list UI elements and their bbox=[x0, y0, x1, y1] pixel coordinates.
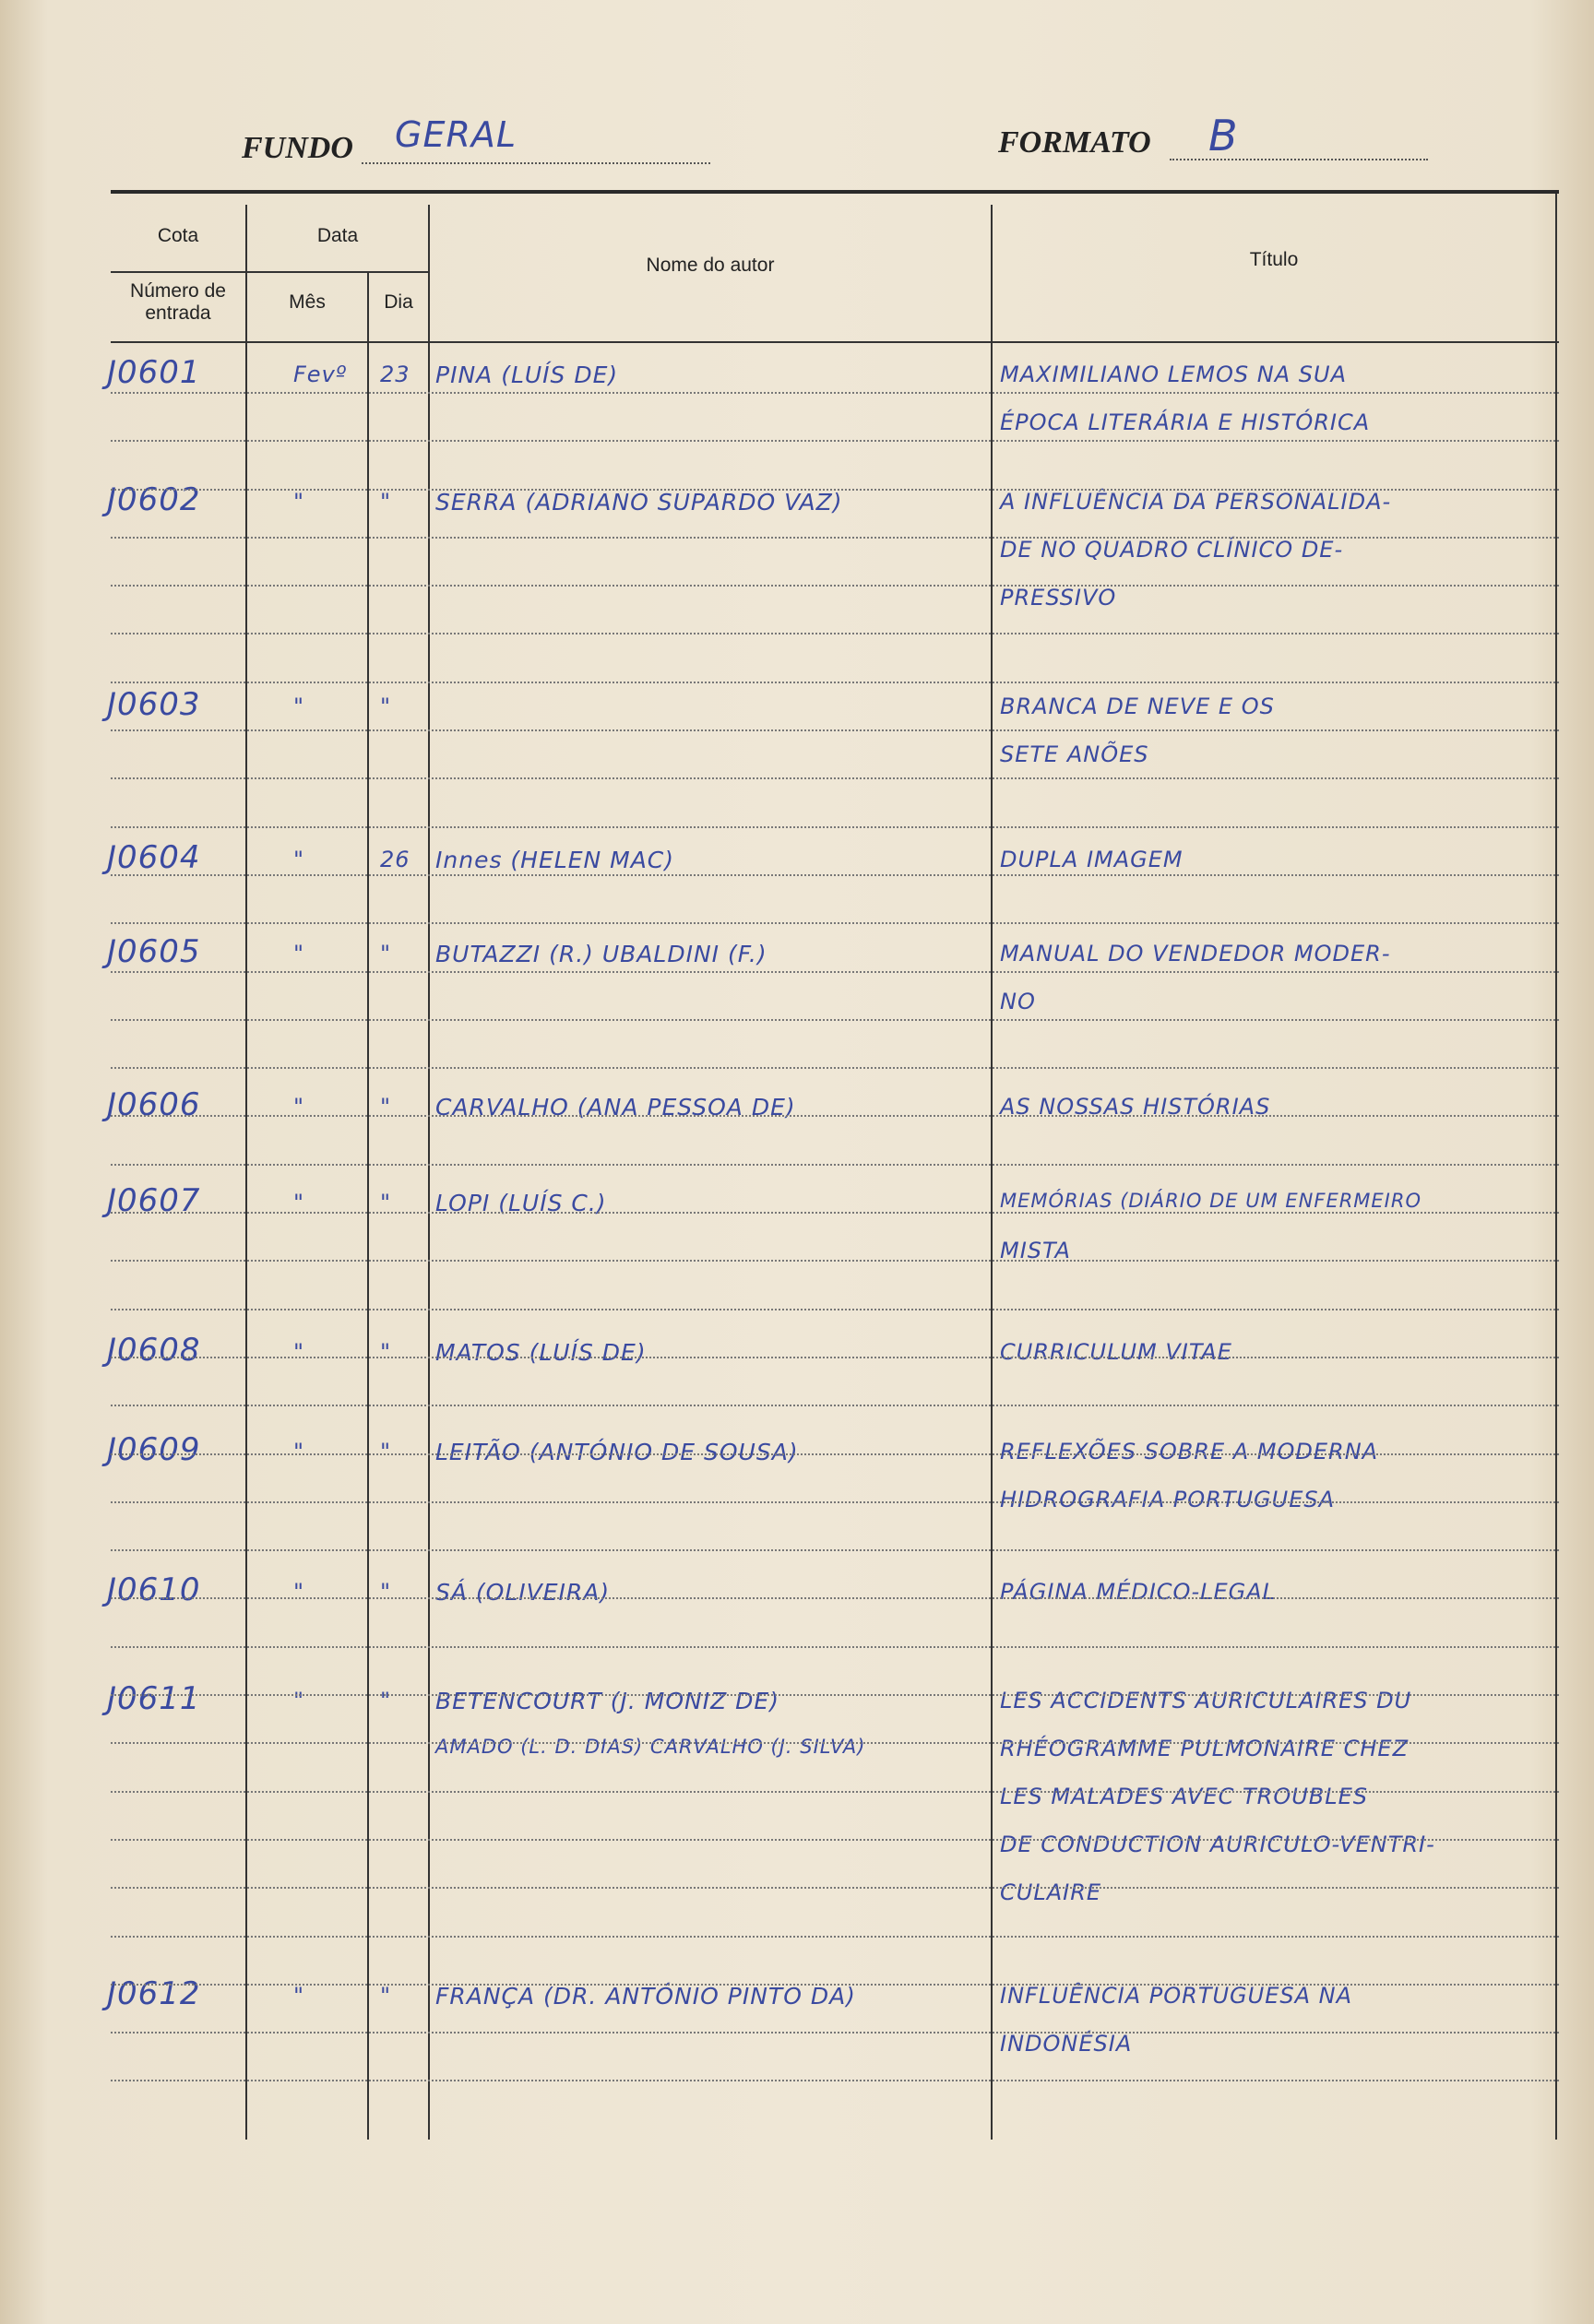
entry-dia: 26 bbox=[380, 847, 410, 872]
ruled-line bbox=[111, 537, 1559, 539]
ruled-line bbox=[111, 1549, 1559, 1551]
col-divider-dia bbox=[428, 205, 430, 2140]
entry-titulo: REFLEXÕES SOBRE A MODERNA bbox=[1000, 1439, 1379, 1464]
entry-mes: " bbox=[293, 941, 305, 966]
entry-mes: " bbox=[293, 847, 305, 872]
entry-dia: " bbox=[380, 1339, 392, 1365]
entry-autor: PINA (LUÍS DE) bbox=[435, 362, 619, 388]
entry-cota: J0611 bbox=[107, 1680, 201, 1717]
entry-titulo: DUPLA IMAGEM bbox=[1000, 847, 1184, 872]
entry-titulo: A INFLUÊNCIA DA PERSONALIDA- bbox=[1000, 489, 1392, 515]
entry-cota: J0610 bbox=[107, 1571, 201, 1608]
entry-cota: J0609 bbox=[107, 1431, 201, 1468]
entry-titulo: DE CONDUCTION AURICULO-VENTRI- bbox=[1000, 1832, 1435, 1857]
ruled-line bbox=[111, 1839, 1559, 1841]
ruled-line bbox=[111, 1887, 1559, 1889]
entry-cota: J0612 bbox=[107, 1975, 201, 2012]
ruled-line bbox=[111, 1357, 1559, 1358]
entry-autor: FRANÇA (DR. ANTÓNIO PINTO DA) bbox=[435, 1983, 856, 2010]
ruled-line bbox=[111, 1405, 1559, 1406]
entry-cota: J0603 bbox=[107, 686, 201, 723]
col-header-mes: Mês bbox=[289, 291, 326, 313]
entry-mes: Fevº bbox=[293, 362, 348, 387]
entry-dia: " bbox=[380, 694, 392, 719]
entry-titulo: LES ACCIDENTS AURICULAIRES DU bbox=[1000, 1688, 1412, 1713]
entry-cota: J0604 bbox=[107, 839, 201, 876]
entry-cota: J0606 bbox=[107, 1086, 201, 1123]
cota-sub-rule bbox=[111, 271, 247, 273]
ruled-line bbox=[111, 440, 1559, 442]
entry-mes: " bbox=[293, 1190, 305, 1215]
entry-mes: " bbox=[293, 1439, 305, 1464]
ruled-line bbox=[111, 826, 1559, 828]
entry-titulo: LES MALADES AVEC TROUBLES bbox=[1000, 1784, 1369, 1809]
ruled-line bbox=[111, 922, 1559, 924]
col-divider-cota bbox=[245, 205, 247, 2140]
ruled-line bbox=[111, 874, 1559, 876]
col-divider-autor bbox=[991, 205, 993, 2140]
entry-titulo: PRESSIVO bbox=[1000, 585, 1117, 611]
entry-titulo: CURRICULUM VITAE bbox=[1000, 1339, 1232, 1365]
entry-mes: " bbox=[293, 694, 305, 719]
ruled-line bbox=[111, 682, 1559, 683]
entry-dia: " bbox=[380, 941, 392, 966]
fundo-value: GERAL bbox=[395, 114, 517, 155]
entry-autor: MATOS (LUÍS DE) bbox=[435, 1339, 647, 1366]
entry-autor: LEITÃO (ANTÓNIO DE SOUSA) bbox=[435, 1439, 799, 1465]
ruled-line bbox=[111, 971, 1559, 973]
formato-label: FORMATO bbox=[998, 125, 1151, 160]
ruled-line bbox=[111, 1597, 1559, 1599]
entry-titulo: MAXIMILIANO LEMOS NA SUA bbox=[1000, 362, 1347, 387]
entry-dia: " bbox=[380, 1688, 392, 1713]
ruled-line bbox=[111, 777, 1559, 779]
ruled-line bbox=[111, 1164, 1559, 1166]
ruled-line bbox=[111, 1936, 1559, 1938]
fundo-line bbox=[362, 162, 710, 164]
ruled-line bbox=[111, 1501, 1559, 1503]
entry-titulo: RHÉOGRAMME PULMONAIRE CHEZ bbox=[1000, 1736, 1410, 1761]
entry-titulo: SETE ANÕES bbox=[1000, 741, 1149, 767]
entry-dia: " bbox=[380, 1094, 392, 1120]
entry-titulo: MISTA bbox=[1000, 1238, 1071, 1263]
entry-titulo: NO bbox=[1000, 989, 1036, 1014]
entry-titulo: MANUAL DO VENDEDOR MODER- bbox=[1000, 941, 1391, 966]
entry-autor: AMADO (L. D. DIAS) CARVALHO (J. SILVA) bbox=[435, 1736, 866, 1758]
formato-value: B bbox=[1208, 111, 1239, 160]
col-divider-mes bbox=[367, 271, 369, 2140]
entry-titulo: ÉPOCA LITERÁRIA E HISTÓRICA bbox=[1000, 409, 1371, 435]
entry-titulo: HIDROGRAFIA PORTUGUESA bbox=[1000, 1487, 1336, 1512]
entry-dia: " bbox=[380, 1439, 392, 1464]
fundo-label: FUNDO bbox=[242, 131, 353, 165]
col-header-numero: Número de entrada bbox=[130, 280, 226, 324]
entry-mes: " bbox=[293, 1094, 305, 1120]
ruled-line bbox=[111, 1984, 1559, 1986]
col-divider-right bbox=[1555, 194, 1557, 2140]
ruled-line bbox=[111, 585, 1559, 587]
entry-dia: " bbox=[380, 1190, 392, 1215]
data-sub-rule bbox=[247, 271, 428, 273]
entry-mes: " bbox=[293, 1983, 305, 2009]
col-header-autor: Nome do autor bbox=[646, 255, 775, 276]
entry-mes: " bbox=[293, 1579, 305, 1605]
ruled-line bbox=[111, 1646, 1559, 1648]
entry-autor: CARVALHO (ANA PESSOA DE) bbox=[435, 1094, 796, 1120]
ruled-line bbox=[111, 1067, 1559, 1069]
ruled-line bbox=[111, 2032, 1559, 2034]
col-header-dia: Dia bbox=[384, 291, 413, 313]
ruled-line bbox=[111, 1212, 1559, 1214]
ruled-line bbox=[111, 633, 1559, 634]
col-header-titulo: Título bbox=[1249, 249, 1299, 270]
entry-titulo: INFLUÊNCIA PORTUGUESA NA bbox=[1000, 1983, 1353, 2009]
entry-autor: BETENCOURT (J. MONIZ DE) bbox=[435, 1688, 779, 1714]
ruled-line bbox=[111, 1791, 1559, 1793]
col-header-data: Data bbox=[316, 225, 359, 246]
entry-cota: J0605 bbox=[107, 933, 201, 970]
ruled-line bbox=[111, 729, 1559, 731]
entry-cota: J0601 bbox=[107, 354, 201, 391]
ruled-line bbox=[111, 1453, 1559, 1455]
entry-cota: J0602 bbox=[107, 481, 201, 518]
entry-mes: " bbox=[293, 1339, 305, 1365]
entry-autor: LOPI (LUÍS C.) bbox=[435, 1190, 607, 1216]
entry-dia: 23 bbox=[380, 362, 410, 387]
entry-dia: " bbox=[380, 489, 392, 515]
col-header-cota: Cota bbox=[157, 225, 199, 246]
entry-mes: " bbox=[293, 1688, 305, 1713]
ruled-line bbox=[111, 392, 1559, 394]
entry-titulo: CULAIRE bbox=[1000, 1879, 1102, 1905]
entry-titulo: AS NOSSAS HISTÓRIAS bbox=[1000, 1094, 1271, 1120]
ruled-line bbox=[111, 1742, 1559, 1744]
ruled-line bbox=[111, 1309, 1559, 1310]
table-header-rule bbox=[111, 341, 1559, 343]
ruled-line bbox=[111, 2080, 1559, 2081]
entry-autor: SERRA (ADRIANO SUPARDO VAZ) bbox=[435, 489, 843, 516]
entry-autor: SÁ (OLIVEIRA) bbox=[435, 1579, 611, 1606]
ruled-line bbox=[111, 1115, 1559, 1117]
entry-mes: " bbox=[293, 489, 305, 515]
entry-titulo: DE NO QUADRO CLÍNICO DE- bbox=[1000, 537, 1344, 563]
entry-titulo: INDONÉSIA bbox=[1000, 2031, 1133, 2057]
entry-dia: " bbox=[380, 1983, 392, 2009]
entry-cota: J0607 bbox=[107, 1182, 201, 1219]
entry-titulo: PÁGINA MÉDICO-LEGAL bbox=[1000, 1579, 1277, 1605]
ruled-line bbox=[111, 489, 1559, 491]
entry-dia: " bbox=[380, 1579, 392, 1605]
ruled-line bbox=[111, 1694, 1559, 1696]
ruled-line bbox=[111, 1019, 1559, 1021]
entry-autor: Innes (HELEN MAC) bbox=[435, 847, 675, 873]
entry-titulo: BRANCA DE NEVE E OS bbox=[1000, 694, 1275, 719]
entry-titulo: MEMÓRIAS (DIÁRIO DE UM ENFERMEIRO bbox=[1000, 1190, 1422, 1212]
entry-autor: BUTAZZI (R.) UBALDINI (F.) bbox=[435, 941, 767, 967]
entry-cota: J0608 bbox=[107, 1332, 201, 1369]
ruled-line bbox=[111, 1260, 1559, 1262]
table-top-rule bbox=[111, 190, 1559, 194]
